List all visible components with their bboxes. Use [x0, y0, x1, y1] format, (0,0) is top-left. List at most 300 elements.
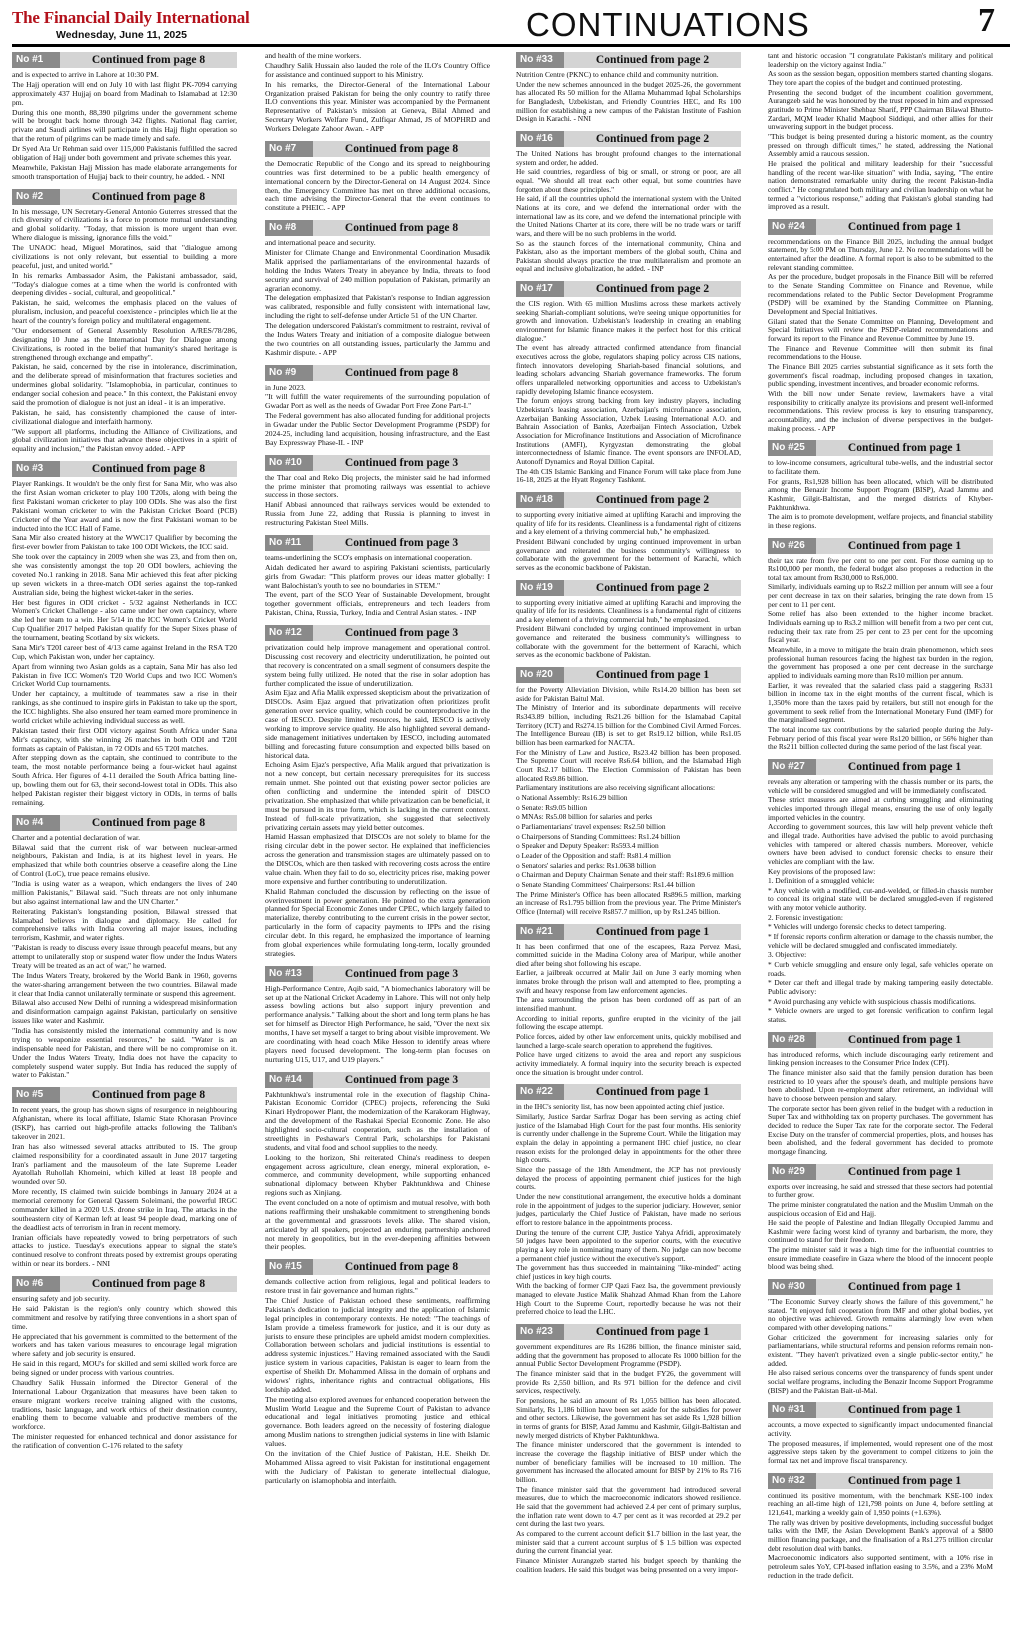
article-header	[516, 281, 741, 297]
article-paragraph: The finance minister said that the government had introduced several measures, due to which the macroeconomic indicators showed resilience. He said that the government had achieved 2.4 per cent of primary surplus, the inflation rate went down to 4.7 per cent as it was recorded at 29.2 per cent during the last two years.	[516, 1484, 741, 1529]
continued-label: Continued from page 2	[564, 580, 741, 596]
article-paragraph: The prime minister congratulated the nation and the Muslim Ummah on the auspicious occasion of Eid and Hajj.	[768, 1199, 993, 1218]
article-header	[12, 815, 237, 831]
article-paragraph: As soon as the session began, opposition members started chanting slogans. They tore apart the copies of the budget and continued protesting.	[768, 69, 993, 87]
column-1	[12, 52, 237, 1646]
article-paragraph: Bilawal also accused New Delhi of running a widespread misinformation and disinformation campaign against Pakistan, particularly on sensitive issues like water and Kashmir.	[12, 998, 237, 1026]
article	[516, 492, 741, 573]
article-header	[768, 1473, 993, 1489]
article-paragraph: He praised the political and military leadership for their "successful handling of the recent war-like situation" with India, saying, "The entire nation demonstrated remarkable unity during the recent Pakistan-India conflict." He congratulated both military and civilian leadership on what he termed a "victorious response," adding that Pakistan's global standing had improved as a result.	[768, 158, 993, 212]
article-number: No #3	[12, 461, 60, 477]
article-paragraph: Similarly, individuals earning up to Rs2.2 million per annum will see a four per cent decrease in tax on their salaries, bringing the rate down from 15 per cent to 11 per cent.	[768, 582, 993, 609]
article-number: No #32	[768, 1473, 816, 1489]
article-paragraph: Gohar criticized the government for increasing salaries only for parliamentarians, while structural reforms and pension reforms remain non-existent. "They haven't privatized even a single public-sector entity," he added.	[768, 1332, 993, 1368]
article-paragraph: Pakistan, he said, welcomes the emphasis placed on the values of pluralism, inclusion, and peaceful coexistence - principles which lie at the heart of the country's foreign policy and multilateral engagement.	[12, 298, 237, 325]
article-header	[768, 538, 993, 554]
article-header	[768, 219, 993, 235]
article-paragraph: to low-income consumers, agricultural tube-wells, and the industrial sector to facilitate them.	[768, 458, 993, 476]
continued-label: Continued from page 1	[816, 1279, 993, 1295]
article-paragraph: In his message, UN Secretary-General Antonio Guterres stressed that the rich diversity of civilizations is a force to promote mutual understanding and global solidarity. "Today, that mission is more urgent than ever. Where dialogue is missing, ignorance fills the void."	[12, 206, 237, 243]
article-paragraph: Reiterating Pakistan's longstanding position, Bilawal stressed that Islamabad believes in dialogue and diplomacy. He called for comprehensive talks with India covering all major issues, including terrorism, Kashmir, and water rights.	[12, 906, 237, 943]
article-paragraph: For the Ministry of Law and Justice, Rs23.42 billion has been proposed. The Supreme Court will receive Rs6.64 billion, and the Islamabad High Court Rs2.17 billion. The Election Commission of Pakistan has been allocated Rs9.86 billion.	[516, 747, 741, 783]
article-paragraph: o Senate: Rs9.05 billion	[516, 802, 588, 812]
article-paragraph: The Ministry of Interior and its subordinate departments will receive Rs343.89 billion, including Rs21.26 billion for the Islamabad Capital Territory (ICT) and Rs274.15 billion for the Combined Civil Armed Forces. The Intelligence Bureau (IB) is set to get Rs19.12 billion, while Rs1.05 billion has been earmarked for NACTA.	[516, 703, 741, 748]
article-paragraph: The aim is to promote development, welfare projects, and financial stability in these regions.	[768, 512, 993, 530]
article-paragraph: The Finance Bill 2025 carries substantial significance as it sets forth the government's fiscal roadmap, including proposed changes in taxation, public spending, investment incentives, and broader economic reforms.	[768, 362, 993, 389]
article-paragraph: During this one month, 88,390 pilgrims under the government scheme will be brought back home through 342 flights. National flag carrier, private and Saudi airlines will participate in this Hajj flight operation so that the return of pilgrims can be made timely and safe.	[12, 107, 237, 144]
article-header	[516, 52, 741, 68]
article-paragraph: President Bilwani concluded by urging continued improvement in urban governance and reiterated the business community's willingness to collaborate with the government for the betterment of Karachi, which serves as the economic backbone of Pakistan.	[516, 536, 741, 572]
column-4	[768, 52, 993, 1646]
article-number: No #24	[768, 219, 816, 235]
article-paragraph: o Chairman and Deputy Chairman Senate and their staff: Rs189.6 million	[516, 870, 734, 880]
continued-label: Continued from page 1	[816, 1164, 993, 1180]
article	[768, 1164, 993, 1273]
article-paragraph: "The Economic Survey clearly shows the failure of this government," he stated. "It enjoyed full cooperation from IMF and other global bodies, yet no objective was achieved. Growth remains alarmingly low even when compared with other developing nations."	[768, 1297, 993, 1333]
article-paragraph: o MNAs: Rs5.08 billion for salaries and perks	[516, 812, 653, 822]
article-number: No #25	[768, 440, 816, 456]
article-paragraph: in June 2023.	[265, 382, 306, 392]
article-header	[265, 455, 490, 471]
article-paragraph: The corporate sector has been given relief in the budget with a reduction in Super Tax and withholding tax on property purchases. The government has decided to reduce the Super Tax rate for the corporate sector. The Federal Excise Duty on the transfer of commercial properties, plots, and houses has been abolished, and the federal government has decided to promote mortgage financing.	[768, 1103, 993, 1156]
article-header	[12, 1276, 237, 1292]
article	[12, 815, 237, 1081]
article-header	[12, 461, 237, 477]
article-paragraph: to supporting every initiative aimed at uplifting Karachi and improving the quality of life for its residents. Cleanliness is a fundamental right of citizens and a key element of a thriving commercial hub," he emphasized.	[516, 597, 741, 624]
article-paragraph: Chaudhry Salik Hussain also lauded the role of the ILO's Country Office for assistance and continued support to his Ministry.	[265, 60, 490, 79]
continued-label: Continued from page 8	[313, 220, 490, 236]
article-paragraph: According to government sources, this law will help prevent vehicle theft and illegal trade. Authorities have advised the public to avoid purchasing vehicles with tampered or altered chassis numbers. Moreover, vehicle owners have been advised to conduct forensic checks to ensure their vehicles are compliant with the law.	[768, 822, 993, 866]
article-paragraph: In recent years, the group has shown signs of resurgence in neighbouring Afghanistan, where its local affiliate, Islamic State Khorasan Province (ISKP), has carried out high-profile attacks following the Taliban's takeover in 2021.	[12, 1105, 237, 1141]
article-paragraph: for the Poverty Alleviation Division, while Rs14.20 billion has been set aside for Pakistan Baitul Mal.	[516, 685, 741, 703]
article-paragraph: The delegation emphasized that Pakistan's response to Indian aggression was calibrated, responsible and fully consistent with international law, including the right to self-defense under Article 51 of the UN Charter.	[265, 293, 490, 321]
article-paragraph: With the backing of former CJP Qazi Faez Isa, the government previously managed to elevate Justice Malik Shahzad Ahmad Khan from the Lahore High Court to the Supreme Court, reportedly because he was not their preferred choice to lead the LHC.	[516, 1281, 741, 1317]
continued-label: Continued from page 8	[60, 461, 237, 477]
article-paragraph: Police forces, aided by other law enforcement units, quickly mobilised and launched a large-scale search operation to apprehend the fugitives.	[516, 1032, 741, 1050]
article-number: No #28	[768, 1032, 816, 1048]
article-paragraph: The proposed measures, if implemented, would represent one of the most aggressive steps taken by the government to compel citizens to join the formal tax net and improve fiscal transparency.	[768, 1438, 993, 1465]
article-paragraph: Khalid Rahman concluded the discussion by reflecting on the issue of overinvestment in power generation. He pointed to the extra generation planned for Special Economic Zones under CPEC, which largely failed to materialize, thereby contributing to the current crisis in the power sector, particularly in the form of capacity payments to IPPs and the rising circular debt. In this regard, he emphasized the importance of learning from global experiences while formulating long-term, locally grounded strategies.	[265, 886, 490, 958]
article-paragraph: Looking to the horizon, Shi reiterated China's readiness to deepen engagement across agriculture, clean energy, mineral exploration, e-commerce, and community development, while supporting enhanced subnational diplomacy between Khyber Pakhtunkhwa and Chinese regions such as Xinjiang.	[265, 1152, 490, 1198]
article-paragraph: privatization could help improve management and operational control. Discussing cost recovery and electricity underutilization, he pointed out that recovery is concentrated on a small segment of consumers despite the system being fully utilized. He noted that the rise in solar adoption has further complicated the issue of underutilization.	[265, 643, 490, 688]
article-paragraph: and international peace and security.	[265, 238, 376, 248]
header-rule	[12, 44, 1010, 47]
article-paragraph: According to initial reports, gunfire erupted in the vicinity of the jail following the escape attempt.	[516, 1013, 741, 1032]
article-paragraph: their tax rate from five per cent to one per cent. For those earning up to Rs100,000 per month, the federal budget also proposes a reduction in the total tax amount from Rs30,000 to Rs6,000.	[768, 555, 993, 582]
article-paragraph: Chaudhry Salik Hussain informed the Director General of the International Labour Organization that measures have been taken to ensure migrant workers receive training aligned with the customs, traditions, basic language, and work ethics of their destination country, enabling them to become valuable and productive members of the workforce.	[12, 1377, 237, 1432]
article-header	[265, 535, 490, 551]
article-header	[516, 924, 741, 940]
article-paragraph: * Vehicle owners are urged to get forensic verification to confirm legal status.	[768, 1006, 993, 1024]
article	[768, 440, 993, 530]
article-paragraph: accounts, a move expected to significantly impact undocumented financial activity.	[768, 1420, 993, 1438]
article-header	[12, 1087, 237, 1103]
article-paragraph: Meanwhile, in a move to mitigate the brain drain phenomenon, which sees professional human resources facing the highest tax burden in the region, the government has proposed a one per cent decrease in the surcharge applied to individuals earning more than Rs10 million per annum.	[768, 645, 993, 681]
article-paragraph: * If forensic reports confirm alteration or damage to the chassis number, the vehicle will be declared smuggled and confiscated immediately.	[768, 932, 993, 950]
article-paragraph: Earlier, it was revealed that the salaried class paid a staggering Rs331 billion in income tax in the eight months of the current fiscal, which is 1,350% more than the taxes paid by retailers, but still not enough for the government to seek relief from the International Monetary Fund (IMF) for the marginalised segment.	[768, 680, 993, 725]
article-paragraph: * Any vehicle with a modified, cut-and-welded, or filled-in chassis number to conceal its original state will be declared smuggled-even if registered with any motor vehicle authority.	[768, 885, 993, 913]
article-paragraph: It has been confirmed that one of the escapees, Raza Pervez Masi, committed suicide in the Madina Colony area of Maripur, while another died after being shot following his escape.	[516, 941, 741, 968]
article-paragraph: exports over increasing, he said and stressed that these sectors had potential to further grow.	[768, 1181, 993, 1200]
article-paragraph: o National Assembly: Rs16.29 billion	[516, 792, 628, 802]
article-paragraph: The delegation underscored Pakistan's commitment to restraint, revival of the Indus Waters Treaty and initiation of a composite dialogue between the two countries on all outstanding issues, particularly the Jammu and Kashmir dispute. - APP	[265, 321, 490, 357]
article-paragraph: * Deter car theft and illegal trade by making tampering easily detectable. Public advisory:	[768, 978, 993, 997]
article-header	[516, 1324, 741, 1340]
article-paragraph: Echoing Asim Ejaz's perspective, Afia Malik argued that privatization is not a new concept, but certain necessary prerequisites for its success remain unmet. She pointed out that existing power sector policies are often conflicting and undermine the intended spirit of DISCO privatization. She emphasized that while privatization can be beneficial, it must be pursued in its true form, which is lacking in the current context. Instead of full-scale privatization, she suggested that selectively privatizing certain assets may yield better outcomes.	[265, 760, 490, 832]
article	[265, 220, 490, 357]
article-paragraph: He appreciated that his government is committed to the betterment of the workers and has taken various measures to encourage legal migration where safety and job security is ensured.	[12, 1331, 237, 1359]
continued-label: Continued from page 1	[564, 667, 741, 683]
article-number: No #31	[768, 1402, 816, 1418]
article-paragraph: Macroeconomic indicators also supported sentiment, with a 10% rise in petroleum sales YoY, CPI-based inflation easing to 3.5%, and a 23% MoM reduction in the trade deficit.	[768, 1553, 993, 1580]
continued-label: Continued from page 8	[60, 1276, 237, 1292]
article-paragraph: The area surrounding the prison has been cordoned off as part of an intensified manhunt.	[516, 995, 741, 1014]
article-paragraph: reveals any alteration or tampering with the chassis number or its parts, the vehicle will be considered smuggled and will be immediately confiscated.	[768, 776, 993, 795]
article-paragraph: Pakistan tasted their first ODI victory against South Africa under Sana Mir's captaincy, with she winning 26 matches in both ODI and T20I formats as captain of Pakistan, in 72 ODIs and 65 T20I matches.	[12, 725, 237, 753]
article	[516, 580, 741, 661]
article	[768, 219, 993, 433]
article-paragraph: The Finance and Revenue Committee will then submit its final recommendations to the House.	[768, 343, 993, 362]
article-header	[265, 1072, 490, 1088]
article-paragraph: He said, if all the countries uphold the international system with the United Nations at its core, and we defend the international order with the international law as its core, and we defend the international principle with the United Nations Charter at its core, there will be no trade wars or tariff wars, and there will be no such problems in the world.	[516, 194, 741, 238]
article-number: No #13	[265, 966, 313, 982]
article-header	[768, 1032, 993, 1048]
article	[12, 1087, 237, 1269]
article-paragraph: * Vehicles will undergo forensic checks to detect tampering.	[768, 922, 947, 932]
continued-label: Continued from page 2	[564, 131, 741, 147]
article-paragraph: The prime minister said it was a high time for the influential countries to ensure immediate ceasefire in Gaza where the blood of the innocent people blood was being shed.	[768, 1245, 993, 1272]
article-paragraph: continued its positive momentum, with the benchmark KSE-100 index reaching an all-time high of 121,798 points on June 4, before settling at 121,641, marking a weekly gain of 1,950 points (+1.63%).	[768, 1490, 993, 1517]
article-paragraph: and health of the mine workers.	[265, 52, 362, 60]
column-2	[265, 52, 490, 1646]
article-paragraph: o Chairpersons of Standing Committees: Rs1.24 billion	[516, 831, 681, 841]
continued-label: Continued from page 8	[313, 1259, 490, 1275]
article-paragraph: He said the people of Palestine and Indian Illegally Occupied Jammu and Kashmir were facing worst kind of tyranny and barbarism, the more, they continued to stand for their freedom.	[768, 1218, 993, 1245]
article-paragraph: teams-underlining the SCO's emphasis on international cooperation.	[265, 552, 472, 562]
article-paragraph: 3. Objective:	[768, 950, 807, 960]
article-paragraph: High-Performance Centre, Aqib said, "A biomechanics laboratory will be set up at the National Cricket Academy in Lahore. This will not only help assess bowling actions but also support injury prevention and performance analysis." Talking about the short and long term plans he has set for himself as Director High Performance, he said, "Over the next six months, I have set myself a target to bring about visible improvement. We are coordinating with head coach Mike Hesson to identify areas where players need focused development. The long-term plan focuses on nurturing U15, U17, and U19 players."	[265, 983, 490, 1064]
article	[768, 1402, 993, 1465]
column-3	[516, 52, 741, 1646]
article-paragraph: 1. Definition of a smuggled vehicle:	[768, 876, 875, 886]
article-number: No #20	[516, 667, 564, 683]
continued-label: Continued from page 1	[816, 538, 993, 554]
article-paragraph: in the IHC's seniority list, has now been appointed acting chief justice.	[516, 1102, 725, 1112]
continued-label: Continued from page 8	[60, 815, 237, 831]
continued-label: Continued from page 1	[816, 440, 993, 456]
article-paragraph: "Our endorsement of General Assembly Resolution A/RES/78/286, designating 10 June as the International Day for Dialogue among Civilizations, is rooted in the belief that humanity's shared heritage is strengthened through exchange and empathy".	[12, 325, 237, 362]
article-number: No #16	[516, 131, 564, 147]
article	[265, 365, 490, 448]
article-header	[265, 220, 490, 236]
article	[516, 667, 741, 916]
continued-label: Continued from page 1	[564, 924, 741, 940]
article	[768, 1032, 993, 1157]
article-paragraph: For pensions, he said an amount of Rs 1,055 billion has been allocated. Similarly, Rs 1,186 billion have been set aside for the subsidies for power and other sectors. Likewise, the government has set aside Rs 1,928 billion in terms of grants for BISP, Azad Jammu and Kashmir, Gilgit-Baltistan and newly merged districts of Khyber Pakhtunkhwa.	[516, 1396, 741, 1440]
article	[265, 52, 490, 134]
article-header	[12, 189, 237, 205]
article-number: No #19	[516, 580, 564, 596]
article-number: No #1	[12, 52, 60, 68]
article-paragraph: More recently, IS claimed twin suicide bombings in January 2024 at a memorial ceremony for General Qassem Soleimani, the powerful IRGC commander killed in a 2020 U.S. drone strike in Iraq. The attacks in the southeastern city of Kerman left at least 94 people dead, marking one of the deadliest acts of terrorism in Iran in recent memory.	[12, 1187, 237, 1232]
article-paragraph: Police have urged citizens to avoid the area and report any suspicious activity immediately. A formal inquiry into the security breach is expected once the situation is brought under control.	[516, 1050, 741, 1077]
article-header	[516, 131, 741, 147]
article-paragraph: Apart from winning two Asian golds as a captain, Sana Mir has also led Pakistan in five ICC Women's T20 World Cups and two ICC Women's Cricket World Cup tournaments.	[12, 661, 237, 689]
article-paragraph: Dr Syed Ata Ur Rehman said over 115,000 Pakistanis fulfilled the sacred obligation of Hajj under both government and private schemes this year.	[12, 144, 237, 162]
article-paragraph: Gilani stated that the Senate Committee on Planning, Development and Special Initiatives will review the PSDP-related recommendations and forward its report to the Finance and Revenue Committee by June 19.	[768, 316, 993, 344]
article-paragraph: Since the passage of the 18th Amendment, the JCP has not previously delayed the process of appointing permanent chief justices for the high courts.	[516, 1164, 741, 1192]
article-number: No #27	[768, 759, 816, 775]
article-paragraph: He also raised serious concerns over the transparency of funds spent under social welfare programs, including the Benazir Income Support Programme (BISP) and the Pakistan Bait-ul-Mal.	[768, 1368, 993, 1395]
article-paragraph: The event has already attracted confirmed attendance from financial executives across the globe, regulators shaping policy across CIS nations, fintech innovators developing Shariah-based financial solutions, and leading scholars advancing Shariah governance frameworks. The forum offers unparalleled networking opportunities and access to Uzbekistan's rapidly developing Islamic finance ecosystem.	[516, 343, 741, 396]
article-paragraph: has introduced reforms, which include discouraging early retirement and linking pension increases to the Consumer Price Index (CPI).	[768, 1049, 993, 1068]
article-paragraph: government expenditures are Rs 16286 billion, the finance minister said, adding that the government has proposed to allocate Rs 1000 billion for the annual Public Sector Development Programme (PSDP).	[516, 1342, 741, 1369]
article-paragraph: "It will fulfill the water requirements of the surrounding population of Gwadar Port as well as the needs of Gwadar Port Free Zone Part-I."	[265, 392, 490, 411]
article	[265, 1072, 490, 1253]
article-paragraph: These strict measures are aimed at curbing smuggling and eliminating vehicles imported through illegal means, ensuring the use of only legally imported vehicles in the country.	[768, 795, 993, 822]
article-paragraph: "We support all platforms, including the Alliance of Civilizations, and global civilization initiatives that advance these objectives in a spirit of equality and inclusion," the Pakistan envoy added. - APP	[12, 426, 237, 454]
article-paragraph: He said Pakistan is the region's only country which showed this commitment and resolve by ratifying three conventions in a short span of time.	[12, 1303, 237, 1331]
continued-label: Continued from page 3	[313, 535, 490, 551]
continued-label: Continued from page 1	[564, 1324, 741, 1340]
article-header	[265, 365, 490, 381]
article	[265, 966, 490, 1065]
article-paragraph: The rally was driven by positive developments, including successful budget talks with the IMF, the Asian Development Bank's approval of a $800 million financing package, and the finalisation of a Rs1.275 trillion circular debt resolution deal with banks.	[768, 1517, 993, 1553]
article-paragraph: Iran has also witnessed several attacks attributed to IS. The group claimed responsibility for a coordinated assault in June 2017 targeting Iran's parliament and the mausoleum of the late Supreme Leader Ayatollah Ruhollah Khomeini, which killed at least 18 people and wounded over 50.	[12, 1141, 237, 1187]
article-paragraph: recommendations on the Finance Bill 2025, including the annual budget statement, by 5:00 PM on Thursday, June 12. No recommendations will be entertained after the deadline. A formal report is also to be submitted to the relevant standing committee.	[768, 236, 993, 272]
article-paragraph: The Chief Justice of Pakistan echoed these sentiments, reaffirming Pakistan's dedication to judicial integrity and the application of Islamic legal principles in contemporary contexts. He noted: "The teachings of Islam provide a timeless framework for justice, and it is our duty as jurists to ensure these principles are upheld amidst modern complexities. Collaboration between scholars and judicial institutions is essential to address systemic injustices." Having remained associated with the Saudi justice system in various capacities, Pakistan is eager to learn from the expertise of Sheikh Dr. Mohammed Alissa in the domain of orphans and widows' rights, inheritance rights and contractual obligations, His lordship added.	[265, 1296, 490, 1394]
article-number: No #9	[265, 365, 313, 381]
article-number: No #10	[265, 455, 313, 471]
article	[516, 1084, 741, 1317]
article	[516, 924, 741, 1078]
article-paragraph: The forum enjoys strong backing from key industry players, including Uzbekistan's leasing association, Azerbaijan's microfinance association, Azerbaijan Banking Association, Uzbek Leasing International A.O. and Bahrain Association of Banks, Azerbaijan Fintech Association, Uzbek Association for Microfinance Institutions and Association of Microfinance Institutions (AMFI), Kyrgyzstan demonstrating the global interconnectedness of Islamic finance. The event sponsors are INFOLAD, Autonoff Dynamics and Royal Dillion Capital.	[516, 396, 741, 466]
article	[768, 538, 993, 752]
article-paragraph: He said in this regard, MOU's for skilled and semi skilled work force are being signed or under process with various countries.	[12, 1359, 237, 1377]
continued-label: Continued from page 1	[564, 1084, 741, 1100]
continued-label: Continued from page 8	[313, 141, 490, 157]
article-paragraph: Player Rankings. It wouldn't be the only first for Sana Mir, who was also the first Asian woman cricketer to play 100 T20Is, along with being the first Pakistani woman cricketer to play 100 ODIs. She was also the first Pakistani woman cricketer to win the Pakistan Cricket Board (PCB) Cricketer of the Year award and is now the first Pakistani woman to be inducted into the ICC Hall of Fame.	[12, 479, 237, 533]
article-paragraph: Hamid Hassan emphasized that DISCOs are not solely to blame for the rising circular debt in the power sector. He explained that inefficiencies across the generation and transmission stages are ultimately passed on to the DISCOs, which are then tasked with recovering costs across the entire value chain. When they fail to do so, electricity prices rise, making power more expensive and further contributing to underutilization.	[265, 832, 490, 886]
article-header	[768, 1279, 993, 1295]
article-paragraph: Key provisions of the proposed law:	[768, 866, 876, 876]
article	[12, 1276, 237, 1451]
article-paragraph: President Bilwani concluded by urging continued improvement in urban governance and reiterated the business community's willingness to collaborate with the government for the betterment of Karachi, which serves as the economic backbone of Pakistan.	[516, 624, 741, 660]
article-header	[516, 492, 741, 508]
article	[516, 281, 741, 485]
article-number: No #4	[12, 815, 60, 831]
continued-label: Continued from page 8	[60, 52, 237, 68]
article-paragraph: As compared to the current account deficit $1.7 billion in the last year, the minister said that a current account surplus of $ 1.5 billion was expected during the current financial year.	[516, 1528, 741, 1556]
article-number: No #2	[12, 189, 60, 205]
article-paragraph: She took over the captaincy in 2009 when she was 23, and from then on, she was consistently amongst the top 20 ODI bowlers, achieving the coveted No.1 ranking in 2018. Sana Mir achieved this feat after picking up seven wickets in a three-match ODI series against the top-ranked Australian side, being the highest wicket-taker in the series.	[12, 552, 237, 597]
article-paragraph: With the bill now under Senate review, lawmakers have a vital responsibility to critically analyze its provisions and present well-informed recommendations. This review process is key to ensuring transparency, accountability, and the inclusion of diverse perspectives in the budget-making process. - APP	[768, 388, 993, 433]
article-paragraph: to supporting every initiative aimed at uplifting Karachi and improving the quality of life for its residents. Cleanliness is a fundamental right of citizens and a key element of a thriving commercial hub," he emphasized.	[516, 509, 741, 537]
article-paragraph: After stepping down as the captain, she continued to contribute to the team, the most notable performance being a four-wicket haul against South Africa. Her figures of 4-11 derailed the South Africa batting line-up, bowling them out for 63, their second-lowest total in ODIs. This also helped Pakistan register their biggest victory in ODIs, in terms of balls remaining.	[12, 753, 237, 807]
article-paragraph: "India has consistently misled the international community and is now trying to weaponize essential resources," he said. "Water is an indispensable need for Pakistan, and there will be no compromise on it. Under the Indus Waters Treaty, India does not have the capacity to completely suspend water supply. But India has reduced the supply of water to Pakistan."	[12, 1026, 237, 1080]
article-paragraph: Meanwhile, Pakistan Hajj Mission has made elaborate arrangements for smooth transportation of Hujjaj back to their country, he added. - NNI	[12, 162, 237, 181]
article-paragraph: Sana Mir also created history at the WWC17 Qualifier by becoming the first-ever bowler from Pakistan to take 100 ODI Wickets, the ICC said.	[12, 533, 237, 552]
article-paragraph: Under the new constitutional arrangement, the executive holds a dominant role in the appointment of judges to the superior judiciary. However, senior judges, particularly the Chief Justice of Pakistan, have made no serious effort to restore balance in the appointments process.	[516, 1191, 741, 1227]
article-number: No #30	[768, 1279, 816, 1295]
article-paragraph: Parliamentary institutions are also receiving significant allocations:	[516, 783, 716, 793]
article-header	[265, 966, 490, 982]
article-paragraph: The event, part of the SCO Year of Sustainable Development, brought together government officials, entrepreneurs and tech leaders from Pakistan, China, Russia, Turkey, India and Central Asian states. - INP	[265, 590, 490, 618]
article-header	[516, 580, 741, 596]
article-number: No #8	[265, 220, 313, 236]
article-paragraph: Aidah dedicated her award to aspiring Pakistani scientists, particularly girls from Gwadar: "This platform proves our ideas matter globally: I want Balochistan's youth to see no boundaries in STEM."	[265, 562, 490, 590]
article-paragraph: Hanif Abbasi announced that railways services would be extended to Russia from June 22, adding that Russia is planning to invest in restructuring Pakistan Steel Mills.	[265, 500, 490, 527]
article-number: No #18	[516, 492, 564, 508]
article-paragraph: Pakistan, he said, has consistently championed the cause of inter-civilizational dialogue and interfaith harmony.	[12, 407, 237, 426]
article-paragraph: the Thar coal and Reko Diq projects, the minister said he had informed the prime minister that promoting railways was essential to achieve success in those sectors.	[265, 472, 490, 500]
continued-label: Continued from page 3	[313, 455, 490, 471]
article-number: No #11	[265, 535, 313, 551]
article-paragraph: "This budget is being presented during a historic moment, as the country pressed on through difficult times," he stated, addressing the National Assembly amid a raucous session.	[768, 131, 993, 159]
article-paragraph: demands collective action from religious, legal and political leaders to restore trust in fair governance and human rights."	[265, 1277, 490, 1296]
article-paragraph: The meeting also explored avenues for enhanced cooperation between the Muslim World League and the Supreme Court of Pakistan to advance educational and legal initiatives promoting justice and ethical governance. Both leaders agreed on the necessity of fostering dialogue among Muslim nations to strengthen judicial systems in line with Islamic values.	[265, 1394, 490, 1448]
article	[12, 52, 237, 182]
continued-label: Continued from page 1	[816, 1402, 993, 1418]
article-number: No #29	[768, 1164, 816, 1180]
article-paragraph: Similarly, Justice Sardar Sarfraz Dogar has been serving as acting chief justice of the Islamabad High Court for the past four months. His seniority is currently under challenge in the Supreme Court. While the litigation may explain the delay in appointing a permanent IHC chief justice, no clear reason exists for the prolonged delay in appointments for the other three high courts.	[516, 1112, 741, 1165]
continued-label: Continued from page 3	[313, 966, 490, 982]
article-paragraph: Finance Minister Aurangzeb started his budget speech by thanking the coalition leaders. He said this budget was being presented on a very impor-	[516, 1555, 741, 1574]
continued-label: Continued from page 8	[60, 189, 237, 205]
article-paragraph: The Hajj operation will end on July 10 with last flight PK-7094 carrying approximately 437 Hujjaj on board from Madinah to Islamabad at 12:30 pm.	[12, 79, 237, 107]
article-paragraph: The Prime Minister's Office has been allocated Rs896.5 million, marking an increase of Rs1.795 billion from the previous year. The Prime Minister's Office (Internal) will receive Rs857.7 million, up by Rs1.245 billion.	[516, 889, 741, 916]
article-paragraph: Sana Mir's T20I career best of 4/13 came against Ireland in the RSA T20 Cup, which Pakistan won, under her captaincy.	[12, 642, 237, 661]
article-paragraph: Pakistan, he said, concerned by the rise in intolerance, discrimination, and the deliberate spread of misinformation that fractures societies and undermines global solidarity. "Islamophobia, in particular, continues to endanger social cohesion and peace." In this context, the Pakistani envoy said the promotion of dialogue is not just an ideal - it is an imperative.	[12, 362, 237, 407]
article	[265, 141, 490, 213]
article	[265, 535, 490, 618]
article-number: No #26	[768, 538, 816, 554]
article-number: No #12	[265, 625, 313, 641]
article-header	[265, 1259, 490, 1275]
continued-label: Continued from page 8	[60, 1087, 237, 1103]
paper-name: The Financial Daily International	[12, 8, 250, 27]
article-paragraph: Some relief has also been extended to the higher income bracket. Individuals earning up to Rs3.2 million will benefit from a two per cent cut, reducing their tax rate from 25 per cent to 23 per cent for the upcoming fiscal year.	[768, 609, 993, 645]
article-paragraph: The government has thus succeeded in maintaining "like-minded" acting chief justices in key high courts.	[516, 1263, 741, 1281]
article-header	[265, 625, 490, 641]
masthead	[0, 0, 1022, 44]
continued-label: Continued from page 2	[564, 52, 741, 68]
article-paragraph: o Speaker and Deputy Speaker: Rs593.4 million	[516, 841, 659, 851]
article-paragraph: The 4th CIS Islamic Banking and Finance Forum will take place from June 16-18, 2025 at the Hyatt Regency Tashkent.	[516, 466, 741, 485]
continued-label: Continued from page 8	[313, 365, 490, 381]
article-paragraph: Her best figures in ODI cricket - 5/32 against Netherlands in ICC Women's Cricket Challenge - also came under her own captaincy, where she led her team to a win. Her 5/14 in the ICC Women's Cricket World Cup Qualifier 2017 helped Pakistan qualify for the Super Sixes phase of the tournament, beating Scotland by six wickets.	[12, 597, 237, 642]
article	[768, 759, 993, 1025]
article-paragraph: and is expected to arrive in Lahore at 10:30 PM.	[12, 70, 159, 79]
article	[768, 52, 993, 212]
article-paragraph: * Curb vehicle smuggling and ensure only legal, safe vehicles operate on roads.	[768, 960, 993, 978]
article-paragraph: "Pakistan is ready to discuss every issue through peaceful means, but any attempt to unilaterally stop or suspend water flow under the Indus Waters Treaty will be treated as an act of war," he warned.	[12, 943, 237, 970]
article-number: No #21	[516, 924, 564, 940]
continued-label: Continued from page 1	[816, 1473, 993, 1489]
article-paragraph: o Leader of the Opposition and staff: Rs81.4 million	[516, 850, 671, 860]
article-paragraph: Minister for Climate Change and Environmental Coordination Musadik Malik apprised the parliamentarians of the environmental hazards of holding the Indus Waters Treaty in abeyance by India, threats to food security and survival of 240 million population of Pakistan, primarily an agrarian economy.	[265, 248, 490, 293]
article-paragraph: o Senators' salaries and perks: Rs1.0638 billion	[516, 860, 656, 870]
article-number: No #33	[516, 52, 564, 68]
article-paragraph: Bilawal said that the current risk of war between nuclear-armed neighbours, Pakistan and India, is at its highest level in years. He emphasized that while both countries observe a ceasefire along the Line of Control (LoC), true peace remains elusive.	[12, 842, 237, 879]
article-number: No #14	[265, 1072, 313, 1088]
article-number: No #23	[516, 1324, 564, 1340]
article-paragraph: Under the new schemes announced in the budget 2025-26, the government has allocated Rs 50 million for the Allama Muhammad Iqbal Scholarships for Bangladesh, Uzbekistan, and Friendly Countries HEC, and Rs 100 million for establishing a new campus of the Pakistan Institute of Fashion Design in Karachi. - NNI	[516, 79, 741, 124]
article-number: No #22	[516, 1084, 564, 1100]
article-header	[768, 759, 993, 775]
article	[516, 1324, 741, 1574]
continued-label: Continued from page 1	[816, 1032, 993, 1048]
article-paragraph: * Avoid purchasing any vehicle with suspicious chassis modifications.	[768, 996, 976, 1006]
continued-label: Continued from page 1	[816, 219, 993, 235]
article-paragraph: o Parliamentarians' travel expenses: Rs2.50 billion	[516, 821, 666, 831]
article-paragraph: He said countries, regardless of big or small, or strong or poor, are all equal. "We should all treat each other equal, but some countries have forgotten about these principles."	[516, 167, 741, 194]
article-header	[768, 440, 993, 456]
article-number: No #6	[12, 1276, 60, 1292]
article-paragraph: For grants, Rs1,928 billion has been allocated, which will be distributed among the Benazir Income Support Program (BISP), Azad Jammu and Kashmir, Gilgit-Baltistan, and the merged districts of Khyber-Pakhtunkhwa.	[768, 476, 993, 512]
issue-date: Wednesday, June 11, 2025	[56, 29, 187, 41]
article-paragraph: The total income tax contributions by the salaried people during the July-February period of this fiscal year were Rs120 billion, or 56% higher than the Rs211 billion collected during the same period of the last fiscal year.	[768, 724, 993, 752]
article-header	[516, 1084, 741, 1100]
article	[265, 455, 490, 528]
article-paragraph: The UNAOC head, Miguel Moratinos, said that "dialogue among civilizations is not only relevant, but essential to building a more peaceful, just, and united world."	[12, 243, 237, 270]
continued-label: Continued from page 2	[564, 492, 741, 508]
article-paragraph: tant and historic occasion "I congratulate Pakistan's military and political leadership on the victory against India."	[768, 52, 993, 69]
article-paragraph: Asim Ejaz and Afia Malik expressed skepticism about the privatization of DISCOs. Asim Ejaz argued that privatization often prioritizes profit generation over service quality, which could be counterproductive in the case of IESCO. Despite limited resources, he said, IESCO is actively working to improve service quality. He also highlighted several demand-side management initiatives undertaken by IESCO, including automated billing and forecasting future consumption and expected bills based on historical data.	[265, 688, 490, 760]
article-paragraph: On the invitation of the Chief Justice of Pakistan, H.E. Sheikh Dr. Mohammed Alissa agreed to visit Pakistan for institutional engagement with the Judiciary of Pakistan to generate intellectual dialogue, particularly on islamophobia and interfaith.	[265, 1448, 490, 1485]
article-paragraph: Nutrition Centre (PKNC) to enhance child and community nutrition.	[516, 70, 719, 79]
article-paragraph: The finance minister said that in the budget FY26, the government will provide Rs 2,550 billion, and Rs 971 billion for the defence and civil services, respectively.	[516, 1369, 741, 1396]
article-paragraph: o Senate Standing Committees' Chairpersons: Rs1.44 billion	[516, 879, 695, 889]
article	[265, 625, 490, 959]
article-paragraph: The United Nations has brought profound changes to the international system and order, he added.	[516, 148, 741, 167]
page-number: 7	[978, 2, 995, 39]
article	[768, 1279, 993, 1395]
article-paragraph: The Indus Waters Treaty, brokered by the World Bank in 1960, governs the water-sharing arrangement between the two countries. Bilawal made it clear that India cannot unilaterally terminate or suspend this agreement.	[12, 970, 237, 998]
article-number: No #7	[265, 141, 313, 157]
article-number: No #5	[12, 1087, 60, 1103]
continued-label: Continued from page 3	[313, 1072, 490, 1088]
article-paragraph: the Democratic Republic of the Congo and its spread to neighbouring countries was first determined to be a public health emergency of international concern by the Director-General on 14 August 2024. Since then, the Emergency Committee has met on three additional occasions, each time advising the Director-General that the event continues to constitute a PHEIC. - APP	[265, 158, 490, 213]
article-paragraph: In his remarks, the Director-General of the International Labour Organization praised Pakistan for being the only country to ratify three ILO conventions this year. Minister was accompanied by the Permanent Representative of Pakistan's mission at Geneva, Bilal Ahmed and Secretary Workers Welfare Fund, Zulfiqar Ahmad, JS of MOPHRD and Workers Delegate Zahoor Awan. - APP	[265, 79, 490, 133]
article-paragraph: Earlier, a jailbreak occurred at Malir Jail on June 3 early morning when inmates broke through the prison wall and attempted to flee, prompting a swift and heavy response from law enforcement agencies.	[516, 968, 741, 995]
article-paragraph: Under her captaincy, a multitude of teammates saw a rise in their rankings, as she continued to inspire girls in Pakistan to take up the sport, the ICC highlights. She also ensured her team earned more prominence in world cricket while achieving individual success as well.	[12, 689, 237, 725]
article-paragraph: Iranian officials have repeatedly vowed to bring perpetrators of such attacks to justice. Tuesday's executions appear to signal the state's continued resolve to confront threats posed by extremist groups operating within or near its borders. - NNI	[12, 1232, 237, 1269]
article	[12, 189, 237, 455]
article-paragraph: Charter and a potential declaration of war.	[12, 832, 140, 842]
article-paragraph: So as the staunch forces of the international community, China and Pakistan, also as the important members of the global south, China and Pakistan should always practice the true multilateralism and promote an equal and inclusive globalization, he added. - INP	[516, 238, 741, 274]
continued-label: Continued from page 3	[313, 625, 490, 641]
continued-label: Continued from page 2	[564, 281, 741, 297]
article	[768, 1473, 993, 1581]
article-paragraph: Presenting the second budget of the incumbent coalition government, Aurangzeb said he was honoured by the trust reposed in him and expressed gratitude to Prime Minister Shehbaz Sharif, PPP Chairman Bilawal Bhutto-Zardari, MQM leader Khalid Maqbool Siddiqui, and other allies for their unwavering support in the budget process.	[768, 87, 993, 132]
article-paragraph: The event concluded on a note of optimism and mutual resolve, with both nations reaffirming their unshakable commitment to strengthening bonds at the governmental and grassroots levels alike. The shared vision, articulated by all speakers, projected an enduring partnership anchored not merely in geopolitics, but in the ever-deepening affinities between their peoples.	[265, 1198, 490, 1252]
article	[516, 131, 741, 274]
article-header	[768, 1164, 993, 1180]
article-paragraph: As per the procedure, budget proposals in the Finance Bill will be referred to the Senate Standing Committee on Finance and Revenue, while recommendations related to the Public Sector Development Programme (PSDP) will be examined by the Standing Committee on Planning, Development and Special Initiatives.	[768, 272, 993, 317]
article	[265, 1259, 490, 1485]
article-paragraph: Pakhtunkhwa's instrumental role in the execution of flagship China-Pakistan Economic Corridor (CPEC) projects, referencing the Suki Kinari Hydropower Plant, the modernization of the Karakoram Highway, and the development of the Rashakai Special Economic Zone. He also highlighted socio-cultural cooperation, such as the installation of streetlights in Peshawar's Central Park, scholarships for Pakistani students, and vital food and school supplies to the needy.	[265, 1089, 490, 1152]
article-paragraph: The Federal government has also allocated funding for additional projects in Gwadar under the Public Sector Development Programme (PSDP) for 2024-25, including land acquisition, housing infrastructure, and the East Bay Expressway Phase-II. - INP	[265, 411, 490, 447]
article-paragraph: The minister requested for enhanced technical and donor assistance for the ratification of convention C-176 related to the safety	[12, 1432, 237, 1450]
article-paragraph: During the tenure of the current CJP, Justice Yahya Afridi, approximately 50 judges have been appointed to the superior courts, with the executive playing a key role in nominating many of them. No judge can now become a permanent chief justice without the executive's support.	[516, 1227, 741, 1263]
article-number: No #15	[265, 1259, 313, 1275]
article	[516, 52, 741, 124]
article-number: No #17	[516, 281, 564, 297]
article-paragraph: In his remarks Ambassador Asim, the Pakistani ambassador, said, "Today's dialogue comes at a time when the world is confronted with deepening divides - social, cultural, and geopolitical."	[12, 270, 237, 298]
article-paragraph: the CIS region. With 65 million Muslims across these markets actively seeking Shariah-compliant solutions, we're seeing unique opportunities for growth and innovation. Uzbekistan's leadership in creating an enabling environment for Islamic finance makes it the perfect host for this critical dialogue."	[516, 299, 741, 343]
article-paragraph: The finance minister underscored that the government is intended to increase the coverage the flagship initiative of BISP under which the number of beneficiary families will be increased to 10 million. The government has increased the allocated amount for BISP by 21% to Rs 716 billion.	[516, 1440, 741, 1484]
